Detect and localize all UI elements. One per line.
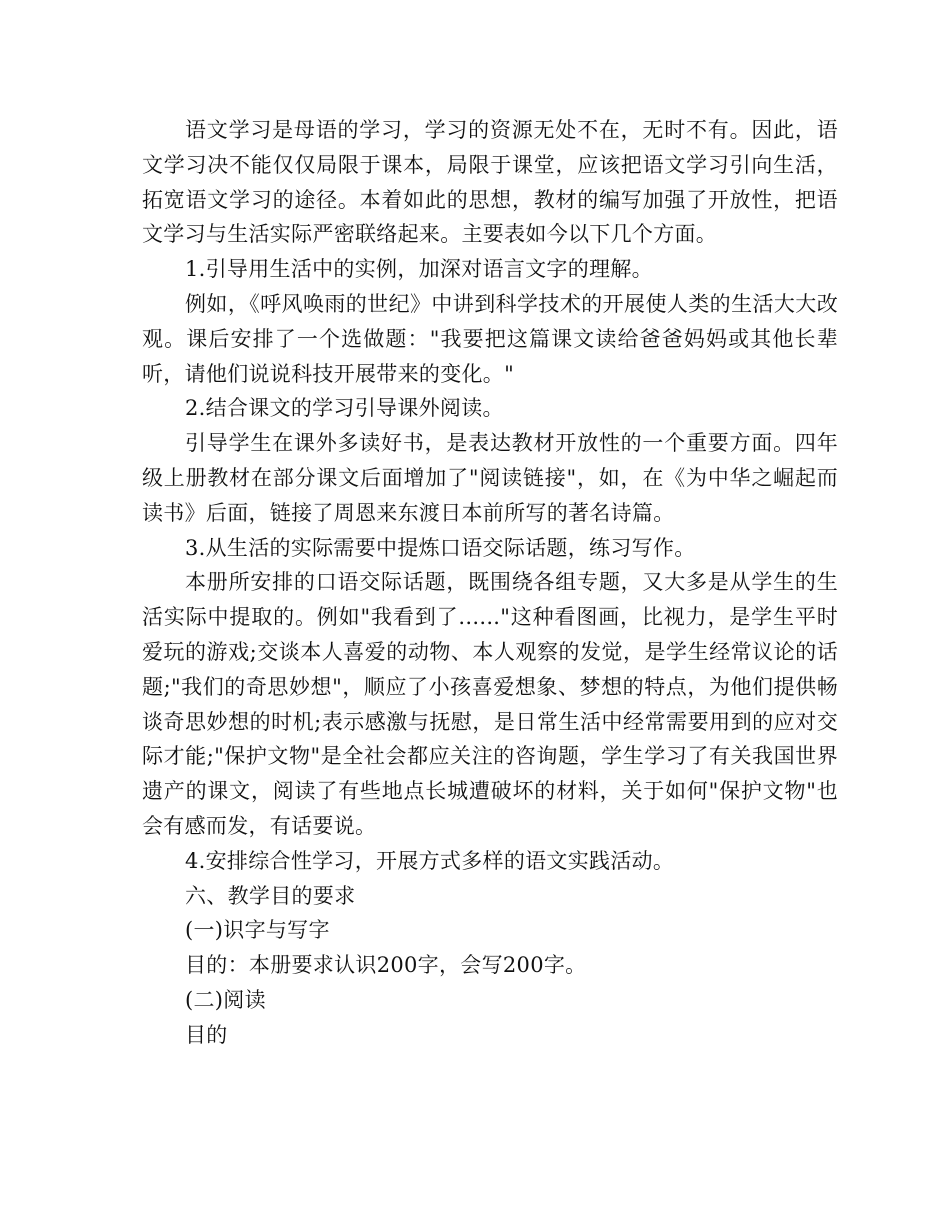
list-item-1: 1.引导用生活中的实例，加深对语言文字的理解。 — [185, 257, 653, 282]
reading-goal-label: 目的 — [185, 1022, 228, 1047]
document-body — [142, 113, 838, 1053]
list-item-3: 3.从生活的实际需要中提炼口语交际话题，练习写作。 — [185, 535, 696, 560]
subsection-reading: (二)阅读 — [185, 987, 266, 1012]
subsection-literacy: (一)识字与写字 — [185, 918, 330, 943]
paragraph-example-2: 引导学生在课外多读好书，是表达教材开放性的一个重要方面。四年级上册教材在部分课文后面增加了"阅读链接"，如，在《为中华之崛起而读书》后面，链接了周恩来东渡日本前所写的著名诗篇。 — [142, 431, 838, 525]
literacy-goal: 目的：本册要求认识200字，会写200字。 — [185, 953, 587, 978]
list-item-2: 2.结合课文的学习引导课外阅读。 — [185, 396, 504, 421]
paragraph-example-3: 本册所安排的口语交际话题，既围绕各组专题，又大多是从学生的生活实际中提取的。例如"我看到了......"这种看图画，比视力，是学生平时爱玩的游戏;交谈本人喜爱的动物、本人观察的发觉，是学生经常议论的话题;"我们的奇思妙想"，顺应了小孩喜爱想象、梦想的特点，为他们提供畅谈奇思妙想的时机;表示感激与抚慰，是日常生活中经常需要用到的应对交际才能;"保护文物"是全社会都应关注的咨询题，学生学习了有关我国世界遗产的课文，阅读了有些地点长城遭破坏的材料，关于如何"保护文物"也会有感而发，有话要说。 — [142, 570, 838, 838]
section-heading-goals: 六、教学目的要求 — [185, 883, 356, 908]
paragraph-intro: 语文学习是母语的学习，学习的资源无处不在，无时不有。因此，语文学习决不能仅仅局限于课本，局限于课堂，应该把语文学习引向生活，拓宽语文学习的途径。本着如此的思想，教材的编写加强了开放性，把语文学习与生活实际严密联络起来。主要表如今以下几个方面。 — [142, 118, 838, 247]
paragraph-example-1: 例如，《呼风唤雨的世纪》中讲到科学技术的开展使人类的生活大大改观。课后安排了一个选做题："我要把这篇课文读给爸爸妈妈或其他长辈听，请他们说说科技开展带来的变化。" — [142, 291, 838, 386]
list-item-4: 4.安排综合性学习，开展方式多样的语文实践活动。 — [185, 848, 675, 873]
